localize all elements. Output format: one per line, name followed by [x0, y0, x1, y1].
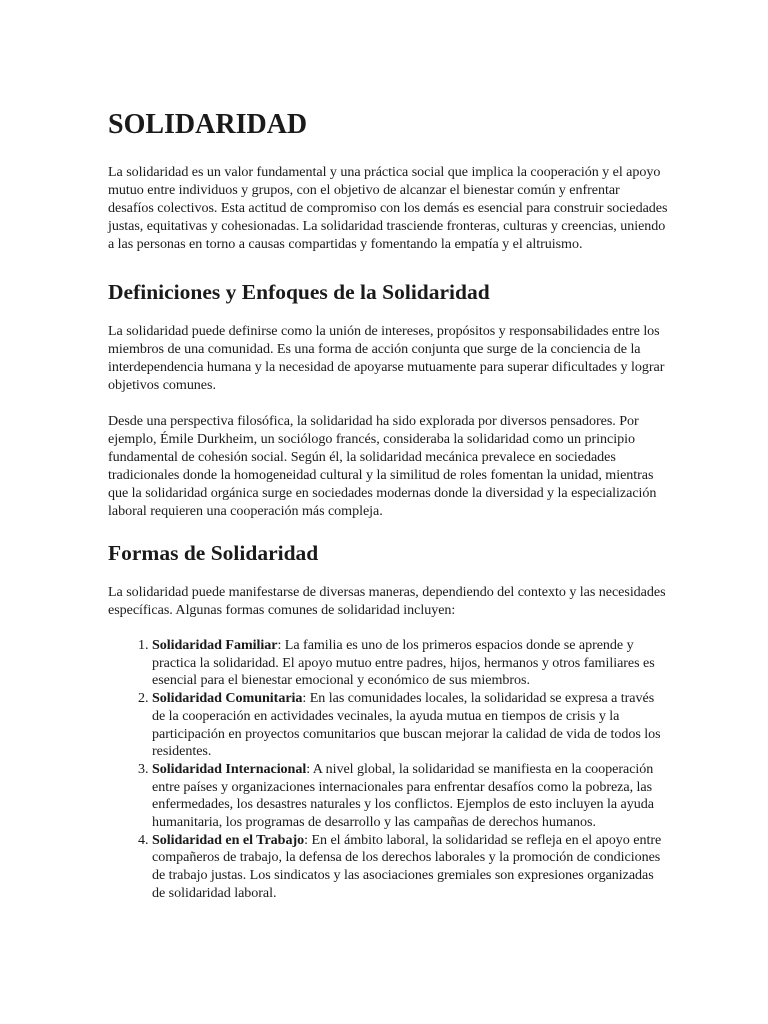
document-title: SOLIDARIDAD	[108, 109, 308, 140]
definiciones-paragraph-1: La solidaridad puede definirse como la unión de intereses, propósitos y responsabilidades entre los miembros de una comunidad. Es una forma de acción conjunta que surge de la conciencia de la interdependencia humana y la necesidad de apoyarse mutuamente para superar dificultades y lograr objetivos comunes.	[108, 323, 665, 393]
list-item-term: Solidaridad Comunitaria	[152, 690, 303, 707]
list-item-text: : A nivel global, la solidaridad se manifiesta en la cooperación entre países y organizaciones internacionales para enfrentar desafíos como la pobreza, las enfermedades, los desastres naturales y los conflictos. Ejemplos de esto incluyen la ayuda humanitaria, los programas de desarrollo y las campañas de derechos humanos.	[152, 760, 654, 831]
list-item-text: : En las comunidades locales, la solidaridad se expresa a través de la cooperación en actividades vecinales, la ayuda mutua en tiempos de crisis y la participación en proyectos comunitarios que buscan mejorar la calidad de vida de todos los residentes.	[152, 690, 661, 760]
section-heading-definiciones: Definiciones y Enfoques de la Solidaridad	[108, 280, 490, 304]
formas-intro-paragraph: La solidaridad puede manifestarse de diversas maneras, dependiendo del contexto y las necesidades específicas. Algunas formas comunes de solidaridad incluyen:	[108, 584, 666, 618]
list-item-text: : La familia es uno de los primeros espacios donde se aprende y practica la solidaridad. El apoyo mutuo entre padres, hijos, hermanos y otros familiares es esencial para el bienestar emocional y económico de sus miembros.	[152, 637, 655, 689]
list-item-text: : En el ámbito laboral, la solidaridad se refleja en el apoyo entre compañeros de trabajo, la defensa de los derechos laborales y la promoción de condiciones de trabajo justas. Los sindicatos y las asociaciones gremiales son expresiones organizadas de solidaridad laboral.	[152, 831, 662, 901]
intro-paragraph: La solidaridad es un valor fundamental y una práctica social que implica la cooperación y el apoyo mutuo entre individuos y grupos, con el objetivo de alcanzar el bienestar común y enfrentar desafíos colectivos. Esta actitud de compromiso con los demás es esencial para construir sociedades justas, equitativas y cohesionadas. La solidaridad trasciende fronteras, culturas y creencias, uniendo a las personas en torno a causas compartidas y fomentando la empatía y el altruismo.	[108, 164, 668, 252]
list-item-comunitaria	[152, 690, 668, 761]
definiciones-paragraph-2: Desde una perspectiva filosófica, la solidaridad ha sido explorada por diversos pensadores. Por ejemplo, Émile Durkheim, un sociólogo francés, consideraba la solidaridad como un principio fundamental de cohesión social. Según él, la solidaridad mecánica prevalece en sociedades tradicionales donde la homogeneidad cultural y la similitud de roles fomentan la unidad, mientras que la solidaridad orgánica surge en sociedades modernas donde la diversidad y la especialización laboral requieren una cooperación más compleja.	[108, 413, 657, 519]
list-item-term: Solidaridad en el Trabajo	[152, 831, 305, 848]
list-item-internacional	[152, 761, 668, 832]
section-heading-formas: Formas de Solidaridad	[108, 541, 319, 565]
list-item-term: Solidaridad Internacional	[152, 760, 307, 777]
list-item-familiar	[152, 637, 668, 690]
formas-list	[108, 637, 668, 903]
list-item-trabajo	[152, 832, 668, 903]
list-item-term: Solidaridad Familiar	[152, 637, 278, 653]
